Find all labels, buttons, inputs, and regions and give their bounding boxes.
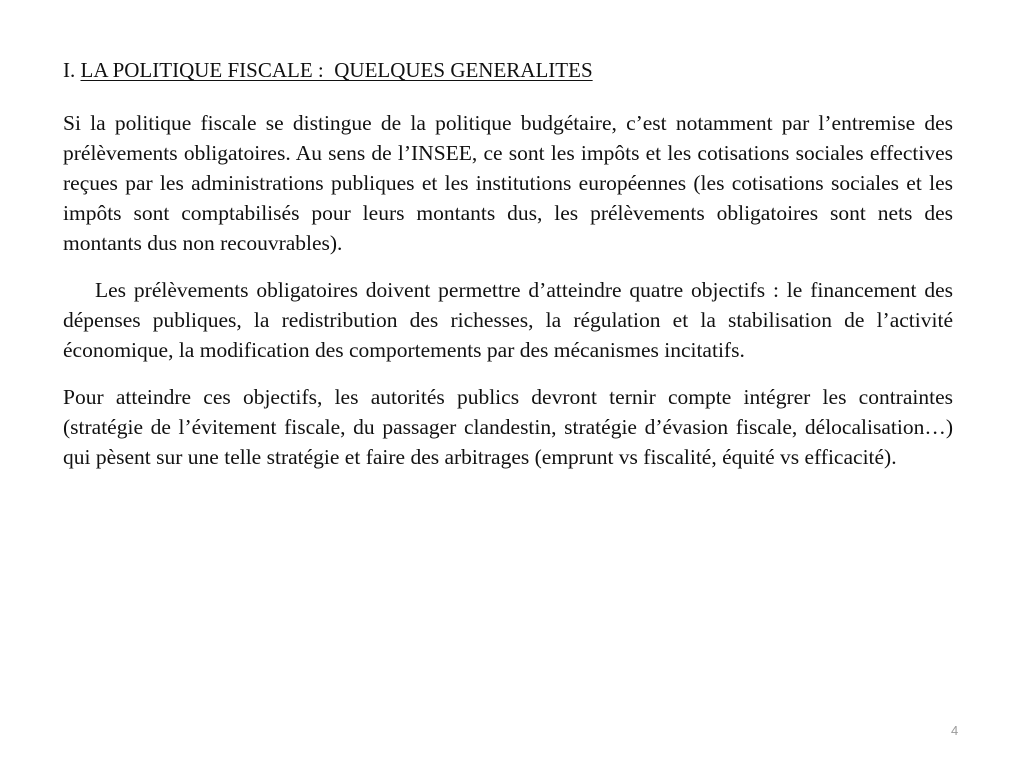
paragraph-objectives: Les prélèvements obligatoires doivent permettre d’atteindre quatre objectifs : le financement des dépenses publiques, la redistribution des richesses, la régulation et la stabilisation de l’activité économique, la modification des comportements par des mécanismes incitatifs. [63,278,953,362]
slide-content [63,56,953,489]
paragraph-definition: Si la politique fiscale se distingue de la politique budgétaire, c’est notamment par l’entremise des prélèvements obligatoires. Au sens de l’INSEE, ce sont les impôts et les cotisations sociales effectives reçues par les administrations publiques et les institutions européennes (les cotisations sociales et les impôts sont comptabilisés pour leurs montants dus, les prélèvements obligatoires sont nets des montants dus non recouvrables). [63,111,953,255]
section-number: I. [63,58,81,82]
paragraph-constraints: Pour atteindre ces objectifs, les autorités publics devront ternir compte intégrer les contraintes (stratégie de l’évitement fiscale, du passager clandestin, stratégie d’évasion fiscale, délocalisation…) qui pèsent sur une telle stratégie et faire des arbitrages (emprunt vs fiscalité, équité vs efficacité). [63,385,953,469]
section-title: LA POLITIQUE FISCALE : QUELQUES GENERALITES [80,58,593,82]
page-number: 4 [951,723,959,738]
section-heading [63,56,953,84]
